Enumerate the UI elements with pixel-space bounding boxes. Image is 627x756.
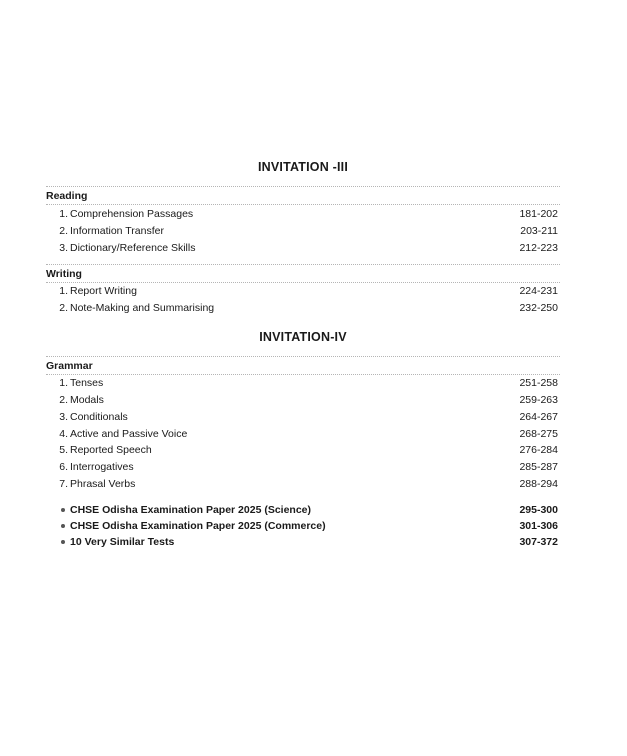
entry-title: CHSE Odisha Examination Paper 2025 (Science) [70, 504, 312, 516]
entry-pages: 301-306 [519, 520, 558, 532]
section-heading-reading: Reading [46, 190, 88, 202]
entry-pages: 259-263 [519, 394, 558, 406]
toc-entry [46, 376, 558, 390]
entry-number: 5. [59, 444, 68, 456]
toc-entry [46, 410, 558, 424]
toc-entry [46, 393, 558, 407]
section-heading-grammar: Grammar [46, 360, 93, 372]
toc-extra-entry [46, 503, 558, 517]
divider [46, 204, 560, 205]
entry-number: 4. [59, 428, 68, 440]
bullet-icon [61, 524, 65, 528]
entry-number: 1. [59, 208, 68, 220]
bullet-icon [61, 508, 65, 512]
entry-pages: 268-275 [519, 428, 558, 440]
toc-extra-entry [46, 535, 558, 549]
entry-title: Information Transfer [70, 225, 164, 237]
bullet-icon [61, 540, 65, 544]
section-heading-writing: Writing [46, 268, 82, 280]
entry-pages: 288-294 [519, 478, 558, 490]
entry-number: 2. [59, 394, 68, 406]
entry-number: 3. [59, 242, 68, 254]
entry-pages: 264-267 [519, 411, 558, 423]
entry-title: Note-Making and Summarising [70, 302, 215, 314]
toc-entry [46, 427, 558, 441]
entry-pages: 181-202 [519, 208, 558, 220]
entry-title: CHSE Odisha Examination Paper 2025 (Commerce) [70, 520, 326, 532]
toc-entry [46, 284, 558, 298]
entry-number: 1. [59, 377, 68, 389]
entry-title: Conditionals [70, 411, 128, 423]
toc-entry [46, 301, 558, 315]
entry-number: 2. [59, 302, 68, 314]
entry-number: 1. [59, 285, 68, 297]
invitation-3-title: INVITATION -III [257, 160, 349, 174]
invitation-4-title: INVITATION-IV [259, 330, 347, 344]
entry-title: Tenses [70, 377, 104, 389]
entry-pages: 212-223 [519, 242, 558, 254]
entry-title: Modals [70, 394, 104, 406]
entry-pages: 224-231 [519, 285, 558, 297]
entry-pages: 203-211 [520, 225, 558, 237]
entry-number: 2. [59, 225, 68, 237]
entry-title: Phrasal Verbs [70, 478, 136, 490]
divider [46, 282, 560, 283]
entry-pages: 285-287 [519, 461, 558, 473]
entry-number: 3. [59, 411, 68, 423]
toc-entry [46, 241, 558, 255]
toc-entry [46, 443, 558, 457]
divider [46, 374, 560, 375]
toc-extra-entry [46, 519, 558, 533]
entry-number: 7. [59, 478, 68, 490]
entry-pages: 232-250 [519, 302, 558, 314]
toc-entry [46, 224, 558, 238]
entry-pages: 251-258 [519, 377, 558, 389]
entry-pages: 295-300 [519, 504, 558, 516]
divider [46, 186, 560, 187]
entry-pages: 276-284 [519, 444, 558, 456]
divider [46, 356, 560, 357]
toc-entry [46, 460, 558, 474]
entry-title: Active and Passive Voice [70, 428, 188, 440]
divider [46, 264, 560, 265]
entry-pages: 307-372 [519, 536, 558, 548]
entry-title: Report Writing [70, 285, 137, 297]
entry-number: 6. [59, 461, 68, 473]
entry-title: Interrogatives [70, 461, 134, 473]
entry-title: 10 Very Similar Tests [70, 536, 175, 548]
entry-title: Reported Speech [70, 444, 152, 456]
entry-title: Dictionary/Reference Skills [70, 242, 196, 254]
entry-title: Comprehension Passages [70, 208, 194, 220]
toc-entry [46, 207, 558, 221]
toc-entry [46, 477, 558, 491]
